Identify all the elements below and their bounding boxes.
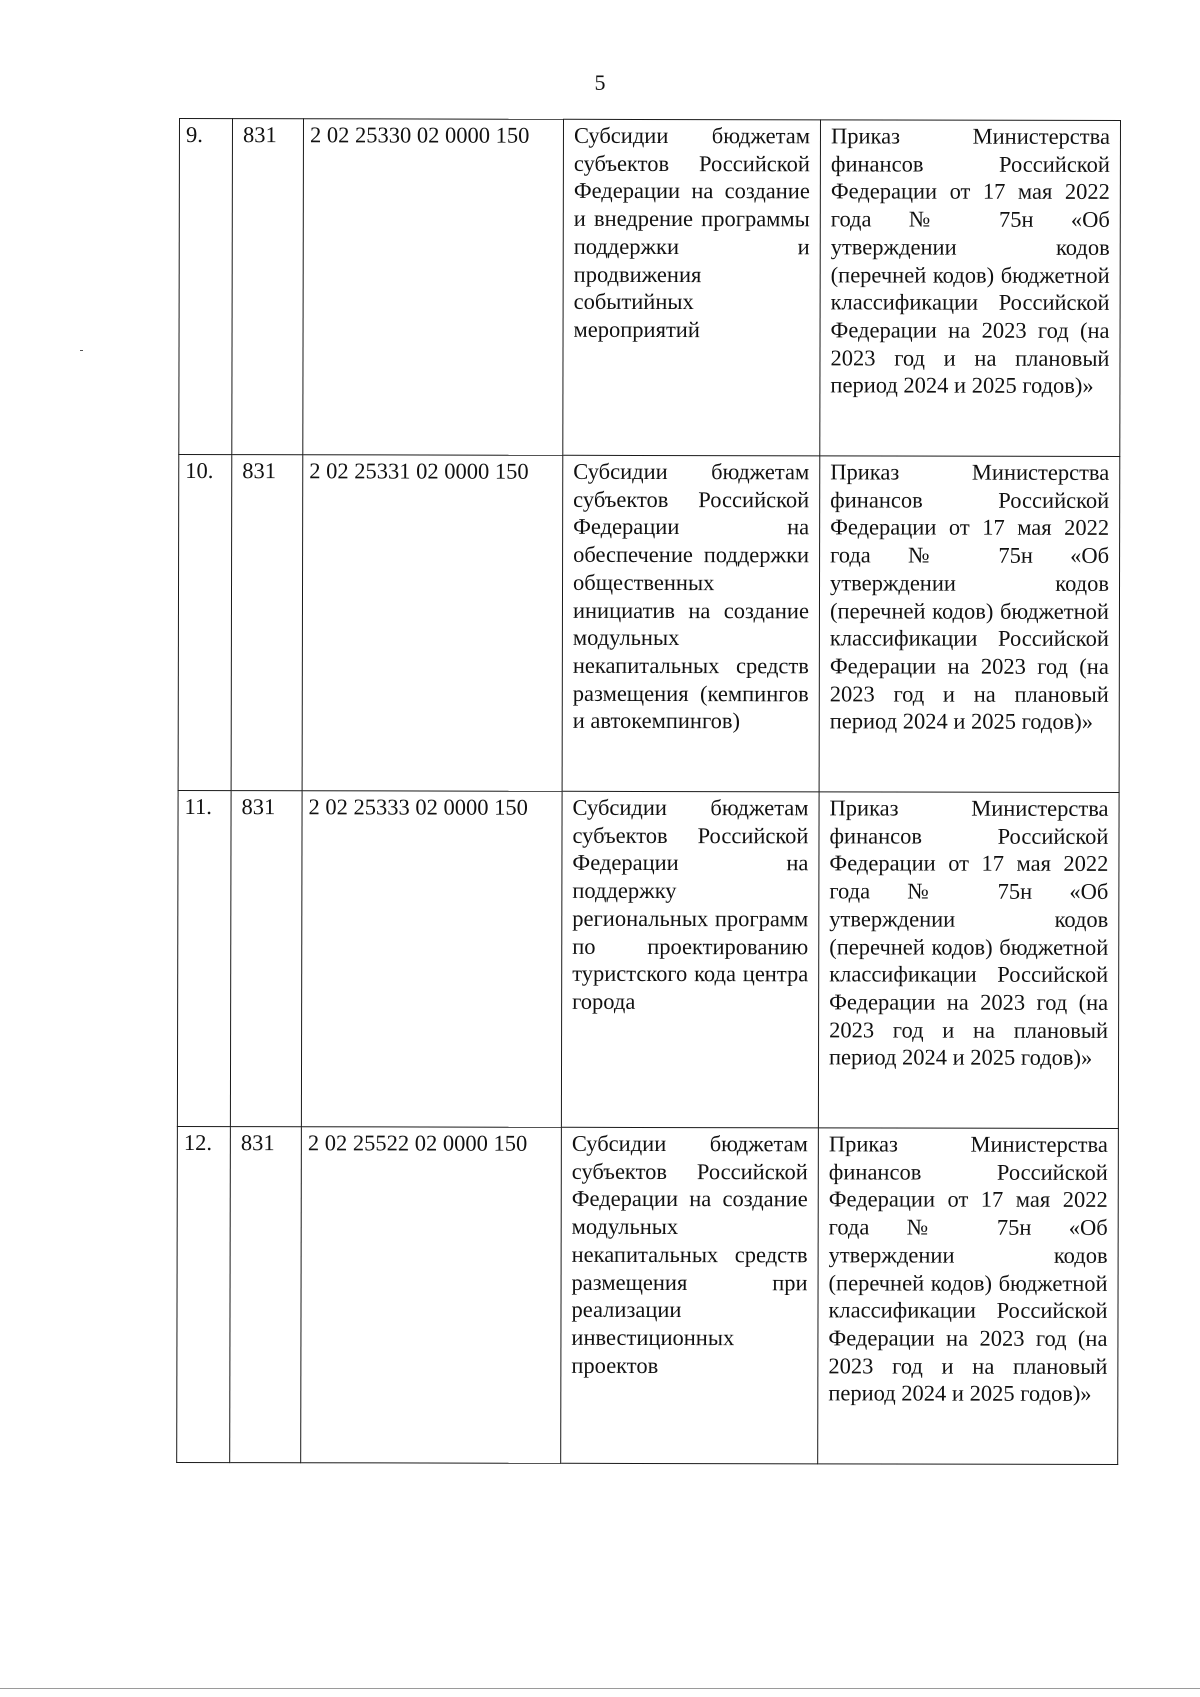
- budget-codes-table: [176, 118, 1121, 1465]
- legal-basis: Приказ Министерства финансов Российской Федерации от 17 мая 2022 года № 75н «Об утверждении кодов (перечней кодов) бюджетной классификации Российской Федерации на 2023 год (на 2023 год и на плановый период 2024 и 2025 годов)»: [819, 456, 1120, 793]
- revenue-name: Субсидии бюджетам субъектов Российской Федерации на создание модульных некапитальных средств размещения при реализации инвестиционных проектов: [561, 1127, 819, 1464]
- revenue-name: Субсидии бюджетам субъектов Российской Федерации на поддержку региональных программ по проектированию туристского кода центра города: [561, 791, 819, 1128]
- administrator-code: 831: [230, 791, 302, 1127]
- row-number: 11.: [177, 790, 231, 1126]
- row-number: 9.: [179, 119, 233, 455]
- row-number: 10.: [178, 455, 232, 791]
- administrator-code: 831: [230, 1127, 302, 1463]
- scan-speck: [80, 350, 83, 351]
- legal-basis: Приказ Министерства финансов Российской Федерации от 17 мая 2022 года № 75н «Об утверждении кодов (перечней кодов) бюджетной классификации Российской Федерации на 2023 год (на 2023 год и на плановый период 2024 и 2025 годов)»: [820, 120, 1121, 457]
- legal-basis: Приказ Министерства финансов Российской Федерации от 17 мая 2022 года № 75н «Об утверждении кодов (перечней кодов) бюджетной классификации Российской Федерации на 2023 год (на 2023 год и на плановый период 2024 и 2025 годов)»: [818, 792, 1119, 1129]
- table-row: [177, 1126, 1119, 1464]
- table-row: [177, 790, 1119, 1128]
- budget-classification-code: 2 02 25331 02 0000 150: [302, 455, 563, 792]
- budget-classification-code: 2 02 25330 02 0000 150: [303, 119, 564, 456]
- revenue-name: Субсидии бюджетам субъектов Российской Федерации на создание и внедрение программы поддержки и продвижения событийных мероприятий: [563, 119, 821, 456]
- table-row: [179, 119, 1121, 457]
- row-number: 12.: [177, 1126, 231, 1462]
- scan-edge-line: [0, 1688, 1200, 1689]
- page-number: 5: [594, 70, 606, 95]
- administrator-code: 831: [231, 455, 303, 791]
- legal-basis: Приказ Министерства финансов Российской Федерации от 17 мая 2022 года № 75н «Об утверждении кодов (перечней кодов) бюджетной классификации Российской Федерации на 2023 год (на 2023 год и на плановый период 2024 и 2025 годов)»: [818, 1128, 1119, 1465]
- budget-classification-code: 2 02 25522 02 0000 150: [301, 1127, 562, 1464]
- budget-classification-code: 2 02 25333 02 0000 150: [301, 791, 562, 1128]
- table-row: [178, 455, 1120, 793]
- revenue-name: Субсидии бюджетам субъектов Российской Федерации на обеспечение поддержки общественных инициатив на создание модульных некапитальных средств размещения (кемпингов и автокемпингов): [562, 455, 820, 792]
- administrator-code: 831: [232, 119, 304, 455]
